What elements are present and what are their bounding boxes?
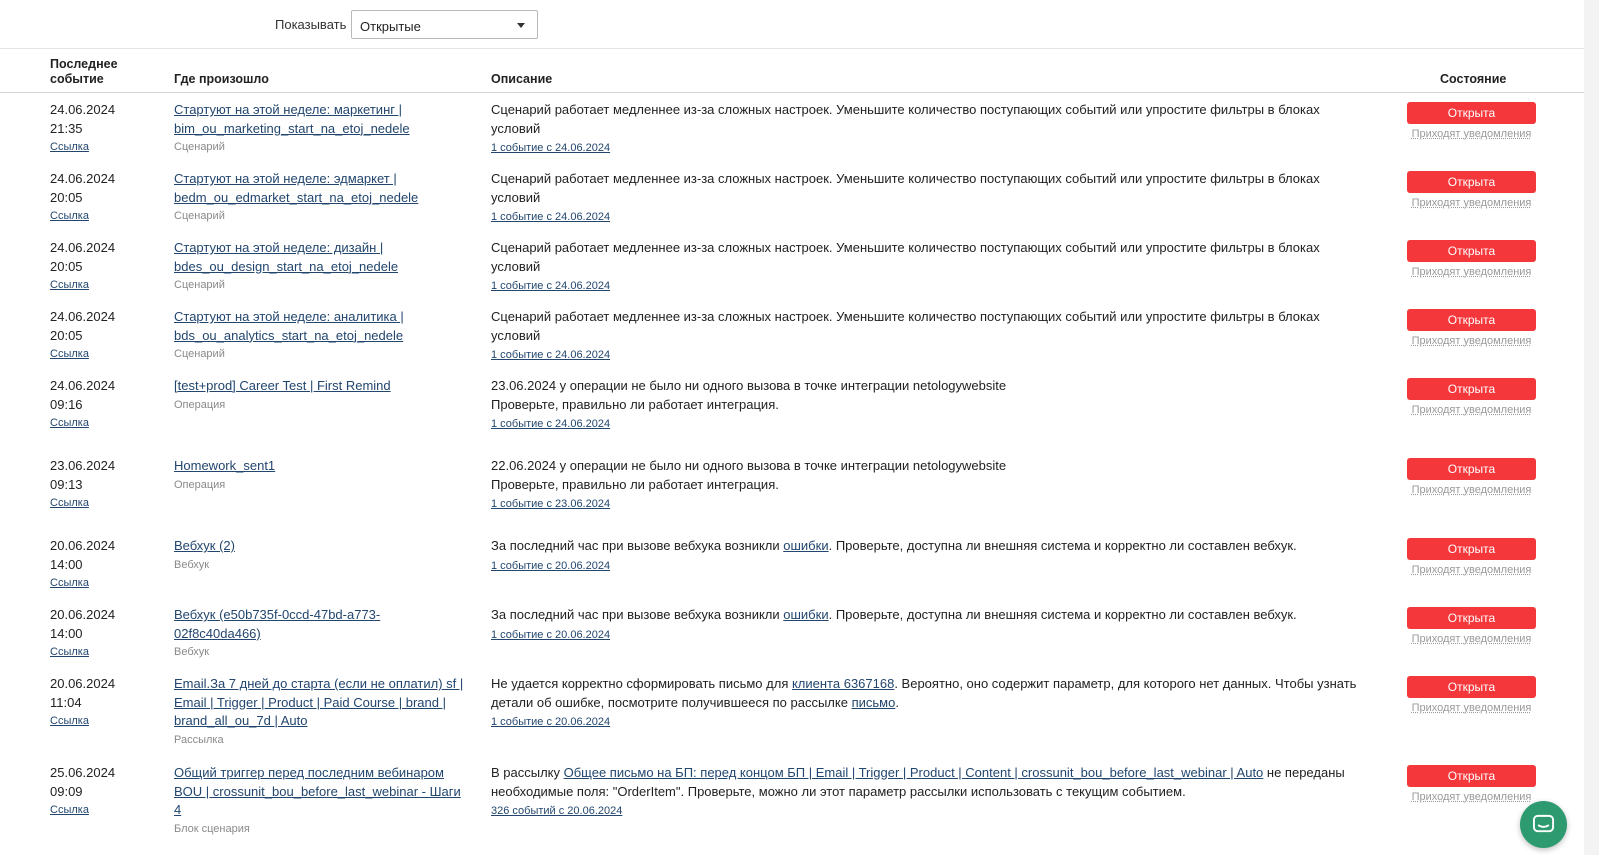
where-cell [174,377,469,414]
source-link[interactable]: 4 [174,802,182,817]
source-link[interactable]: Стартуют на этой неделе: маркетинг | [174,102,402,117]
errors-link[interactable]: ошибки [783,607,829,622]
notifications-toggle[interactable]: Приходят уведомления [1411,791,1532,803]
description-text: необходимые поля: "OrderItem". Проверьте, можно ли этот параметр рассылки использовать с текущим событием. [491,783,1186,799]
event-date: 20.06.2024 [50,538,116,553]
source-type: Блок сценария [174,822,250,835]
filter-label: Показывать [275,17,347,32]
date-cell [50,170,160,226]
description-text [491,694,1371,713]
description-cell [491,764,1371,821]
row-link[interactable]: Ссылка [50,417,89,429]
state-cell [1407,764,1537,807]
event-date: 20.06.2024 [50,676,116,691]
source-link[interactable]: Homework_sent1 [174,458,276,473]
description-text [491,764,1371,783]
description-text: 22.06.2024 у операции не было ни одного вызова в точке интеграции netologywebsite [491,458,1007,473]
event-time: 20:05 [50,327,83,343]
notifications-toggle[interactable]: Приходят уведомления [1411,404,1532,416]
state-cell [1407,308,1537,351]
source-link[interactable]: brand_all_ou_7d | Auto [174,713,308,728]
mailing-link[interactable]: Общее письмо на БП: перед концом БП | Email | Trigger | Product | Content | crossunit_bou_before_last_webinar | Auto [563,765,1264,780]
event-date: 25.06.2024 [50,765,116,780]
event-count-link[interactable]: 326 событий с 20.06.2024 [491,805,623,817]
description-cell [491,675,1371,732]
state-cell [1407,537,1537,580]
source-type: Рассылка [174,733,224,746]
description-text-part: . Вероятно, оно содержит параметр, для которого нет данных. Чтобы узнать [894,676,1357,691]
state-cell [1407,606,1537,649]
event-date: 24.06.2024 [50,171,116,186]
source-link[interactable]: 02f8c40da466) [174,625,261,641]
event-date: 24.06.2024 [50,378,116,393]
description-text: Сценарий работает медленнее из-за сложных настроек. Уменьшите количество поступающих событий или упростите фильтры в блоках условий [491,240,1320,274]
event-date: 23.06.2024 [50,458,116,473]
description-cell [491,170,1371,227]
status-badge[interactable]: Открыта [1407,378,1536,400]
notifications-toggle[interactable]: Приходят уведомления [1411,702,1532,714]
description-text: Сценарий работает медленнее из-за сложных настроек. Уменьшите количество поступающих событий или упростите фильтры в блоках условий [491,171,1320,205]
row-link[interactable]: Ссылка [50,646,89,658]
description-text: Проверьте, правильно ли работает интеграция. [491,476,779,492]
description-text-part: детали об ошибке, посмотрите получившееся по рассылке [491,694,852,710]
row-link[interactable]: Ссылка [50,577,89,589]
state-cell [1407,675,1537,718]
row-link[interactable]: Ссылка [50,497,89,509]
event-count-link[interactable]: 1 событие с 23.06.2024 [491,498,611,510]
where-cell [174,537,469,574]
event-count-link[interactable]: 1 событие с 24.06.2024 [491,142,611,154]
date-cell [50,675,160,731]
status-badge[interactable]: Открыта [1407,676,1536,698]
select-value: Открытые [360,19,421,34]
status-filter-select[interactable] [351,10,538,39]
date-cell [50,101,160,157]
description-text-part: За последний час при вызове вебхука возникли [491,607,784,622]
event-count-link[interactable]: 1 событие с 24.06.2024 [491,211,611,223]
description-cell [491,457,1371,514]
row-link[interactable]: Ссылка [50,804,89,816]
filter-bar [0,0,1584,49]
chevron-down-icon [517,23,525,28]
description-cell [491,239,1371,296]
description-cell [491,101,1371,158]
date-cell [50,537,160,593]
event-date: 24.06.2024 [50,309,116,324]
where-cell [174,457,469,494]
description-text: Сценарий работает медленнее из-за сложных настроек. Уменьшите количество поступающих событий или упростите фильтры в блоках условий [491,309,1320,343]
state-cell [1407,377,1537,420]
description-text: 23.06.2024 у операции не было ни одного вызова в точке интеграции netologywebsite [491,378,1007,393]
column-header-state[interactable]: Состояние [1440,72,1507,86]
notifications-toggle[interactable]: Приходят уведомления [1411,335,1532,347]
state-cell [1407,239,1537,282]
row-link[interactable]: Ссылка [50,348,89,360]
date-cell [50,764,160,820]
letter-link[interactable]: письмо [851,694,896,710]
event-date: 20.06.2024 [50,607,116,622]
description-text: Сценарий работает медленнее из-за сложных настроек. Уменьшите количество поступающих событий или упростите фильтры в блоках условий [491,102,1320,136]
where-cell [174,764,469,838]
status-badge[interactable]: Открыта [1407,765,1536,787]
date-cell [50,239,160,295]
source-type: Операция [174,478,226,491]
source-link[interactable]: Стартуют на этой неделе: аналитика | [174,309,404,324]
date-cell [50,457,160,513]
table-header [0,50,1584,93]
source-type: Вебхук [174,646,210,658]
column-header-where[interactable]: Где произошло [174,72,269,86]
state-cell [1407,457,1537,500]
status-badge[interactable]: Открыта [1407,607,1536,629]
source-link[interactable]: bedm_ou_edmarket_start_na_etoj_nedele [174,189,419,205]
errors-link[interactable]: ошибки [783,538,829,553]
row-link[interactable]: Ссылка [50,279,89,291]
notifications-toggle[interactable]: Приходят уведомления [1411,564,1532,576]
column-header-date[interactable]: Последнее событие [50,57,118,86]
date-cell [50,377,160,433]
notifications-toggle[interactable]: Приходят уведомления [1411,633,1532,645]
event-count-link[interactable]: 1 событие с 20.06.2024 [491,716,611,728]
date-cell [50,606,160,662]
source-link[interactable]: Email | Trigger | Product | Paid Course | brand | [174,694,446,710]
description-text [491,606,1371,625]
event-time: 20:05 [50,258,83,274]
description-text-part: не переданы [1263,765,1345,780]
date-cell [50,308,160,364]
row-link[interactable]: Ссылка [50,715,89,727]
source-link[interactable]: Стартуют на этой неделе: эдмаркет | [174,171,397,186]
event-date: 24.06.2024 [50,240,116,255]
event-time: 09:09 [50,783,83,799]
row-link[interactable]: Ссылка [50,141,89,153]
event-time: 14:00 [50,556,83,572]
event-date: 24.06.2024 [50,102,116,117]
status-badge[interactable]: Открыта [1407,538,1536,560]
status-badge[interactable]: Открыта [1407,458,1536,480]
chat-button[interactable] [1520,801,1567,848]
status-badge[interactable]: Открыта [1407,309,1536,331]
event-count-link[interactable]: 1 событие с 20.06.2024 [491,628,611,641]
description-cell [491,537,1371,575]
where-cell [174,239,469,294]
source-link[interactable]: bdes_ou_design_start_na_etoj_nedele [174,258,399,274]
source-link[interactable]: Вебхук (2) [174,538,235,553]
source-link[interactable]: bim_ou_marketing_start_na_etoj_nedele [174,120,410,136]
event-time: 09:16 [50,396,83,412]
description-text [491,675,1371,694]
source-link[interactable]: Email.За 7 дней до старта (если не оплатил) sf | [174,676,464,691]
where-cell [174,606,469,661]
event-count-link[interactable]: 1 событие с 24.06.2024 [491,280,611,292]
description-text: Проверьте, правильно ли работает интеграция. [491,396,779,412]
source-type: Вебхук [174,558,210,571]
notifications-toggle[interactable]: Приходят уведомления [1411,266,1532,278]
where-cell [174,170,469,225]
notifications-toggle[interactable]: Приходят уведомления [1411,128,1532,140]
description-text [491,537,1371,556]
notifications-toggle[interactable]: Приходят уведомления [1411,484,1532,496]
source-link[interactable]: Стартуют на этой неделе: дизайн | [174,240,384,255]
event-time: 14:00 [50,625,83,641]
source-link[interactable]: [test+prod] Career Test | First Remind [174,378,391,393]
status-badge[interactable]: Открыта [1407,240,1536,262]
description-cell [491,308,1371,365]
description-text-part: В рассылку [491,765,564,780]
source-type: Сценарий [174,141,225,153]
source-link[interactable]: BOU | crossunit_bou_before_last_webinar - Шаги [174,783,461,799]
scrollbar[interactable] [1584,0,1599,855]
description-cell [491,377,1371,434]
notifications-toggle[interactable]: Приходят уведомления [1411,197,1532,209]
source-link[interactable]: Общий триггер перед последним вебинаром [174,765,444,780]
where-cell [174,675,469,749]
source-type: Сценарий [174,348,225,360]
event-time: 11:04 [50,694,82,710]
source-link[interactable]: bds_ou_analytics_start_na_etoj_nedele [174,327,404,343]
source-type: Операция [174,398,226,411]
where-cell [174,308,469,363]
event-count-link[interactable]: 1 событие с 24.06.2024 [491,349,611,361]
description-text-part: . [895,694,899,710]
state-cell [1407,101,1537,144]
state-cell [1407,170,1537,213]
status-badge[interactable]: Открыта [1407,171,1536,193]
client-link[interactable]: клиента 6367168 [791,676,895,691]
description-text-part: Не удается корректно сформировать письмо для [491,676,792,691]
source-link[interactable]: Вебхук (e50b735f-0ccd-47bd-a773- [174,607,381,622]
event-count-link[interactable]: 1 событие с 20.06.2024 [491,559,611,572]
status-badge[interactable]: Открыта [1407,102,1536,124]
row-link[interactable]: Ссылка [50,210,89,222]
event-time: 09:13 [50,476,83,492]
description-text-part: . Проверьте, доступна ли внешняя система и корректно ли составлен вебхук. [828,538,1297,553]
event-time: 21:35 [50,120,83,136]
chat-icon [1532,813,1555,836]
event-time: 20:05 [50,189,83,205]
column-header-description[interactable]: Описание [491,72,553,86]
source-type: Сценарий [174,210,225,222]
description-cell [491,606,1371,644]
event-count-link[interactable]: 1 событие с 24.06.2024 [491,418,611,430]
description-text-part: За последний час при вызове вебхука возникли [491,538,784,553]
source-type: Сценарий [174,279,225,291]
where-cell [174,101,469,156]
description-text-part: . Проверьте, доступна ли внешняя система и корректно ли составлен вебхук. [828,607,1297,622]
